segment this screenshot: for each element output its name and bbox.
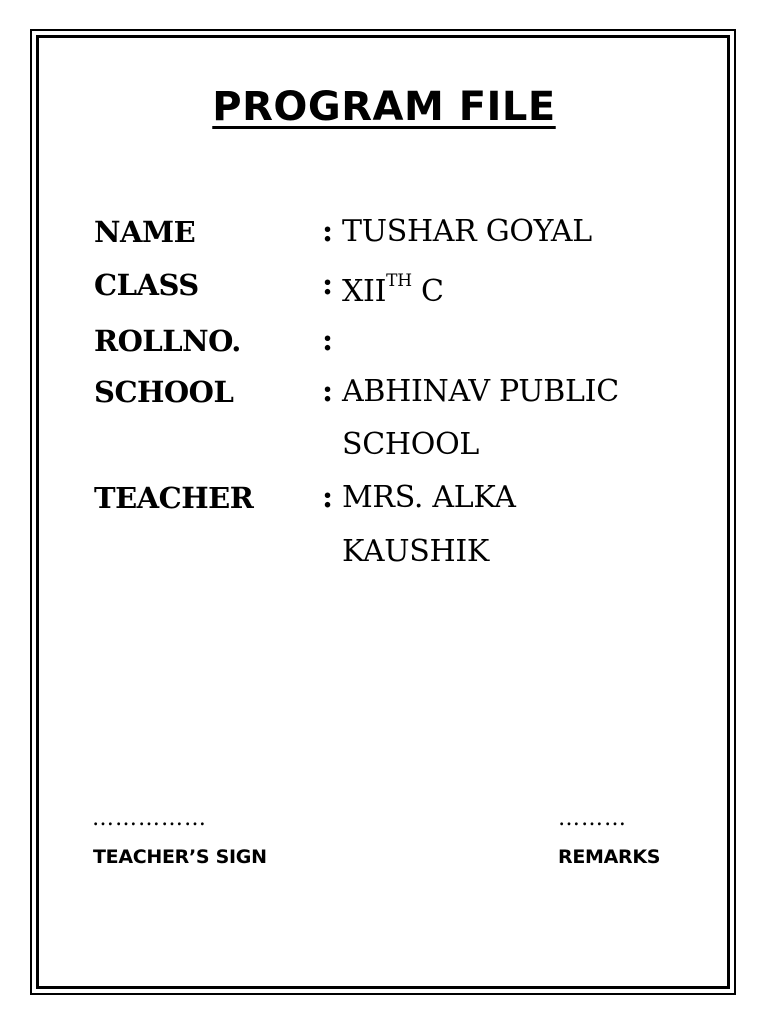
- page-title-text: PROGRAM FILE: [212, 84, 556, 130]
- field-row-class: [0, 265, 768, 309]
- remarks-line: ………: [558, 806, 627, 831]
- field-row-school: [0, 372, 768, 412]
- field-value-class-main: XII: [342, 274, 387, 309]
- field-row-name: [0, 212, 768, 252]
- remarks-label: REMARKS: [558, 846, 661, 868]
- field-value-school-line1: ABHINAV PUBLIC: [342, 374, 619, 409]
- teacher-sign-line: ……………: [92, 806, 207, 831]
- field-colon-class: :: [322, 267, 334, 302]
- field-colon-rollno: :: [322, 323, 334, 358]
- field-value-class-superscript: TH: [386, 271, 412, 291]
- field-value-class-section: C: [411, 274, 444, 309]
- field-value-class: [342, 265, 444, 312]
- field-colon-school: :: [322, 374, 334, 409]
- field-value-teacher-line2: KAUSHIK: [342, 534, 490, 569]
- field-label-teacher: TEACHER: [94, 481, 254, 515]
- field-row-rollno: [0, 321, 768, 361]
- field-row-teacher-cont: [0, 532, 768, 572]
- field-colon-teacher: :: [322, 480, 334, 515]
- teacher-sign-label: TEACHER’S SIGN: [93, 846, 267, 868]
- field-value-school-line2: SCHOOL: [342, 427, 479, 462]
- field-label-rollno: ROLLNO.: [94, 324, 241, 358]
- field-value-teacher-line1: MRS. ALKA: [342, 480, 516, 515]
- field-row-teacher: [0, 478, 768, 518]
- field-label-class: CLASS: [94, 268, 199, 302]
- field-label-name: NAME: [94, 215, 196, 249]
- field-row-school-cont: [0, 425, 768, 465]
- field-value-name: TUSHAR GOYAL: [342, 214, 592, 249]
- field-colon-name: :: [322, 214, 334, 249]
- page-title: [0, 84, 768, 130]
- field-label-school: SCHOOL: [94, 375, 234, 409]
